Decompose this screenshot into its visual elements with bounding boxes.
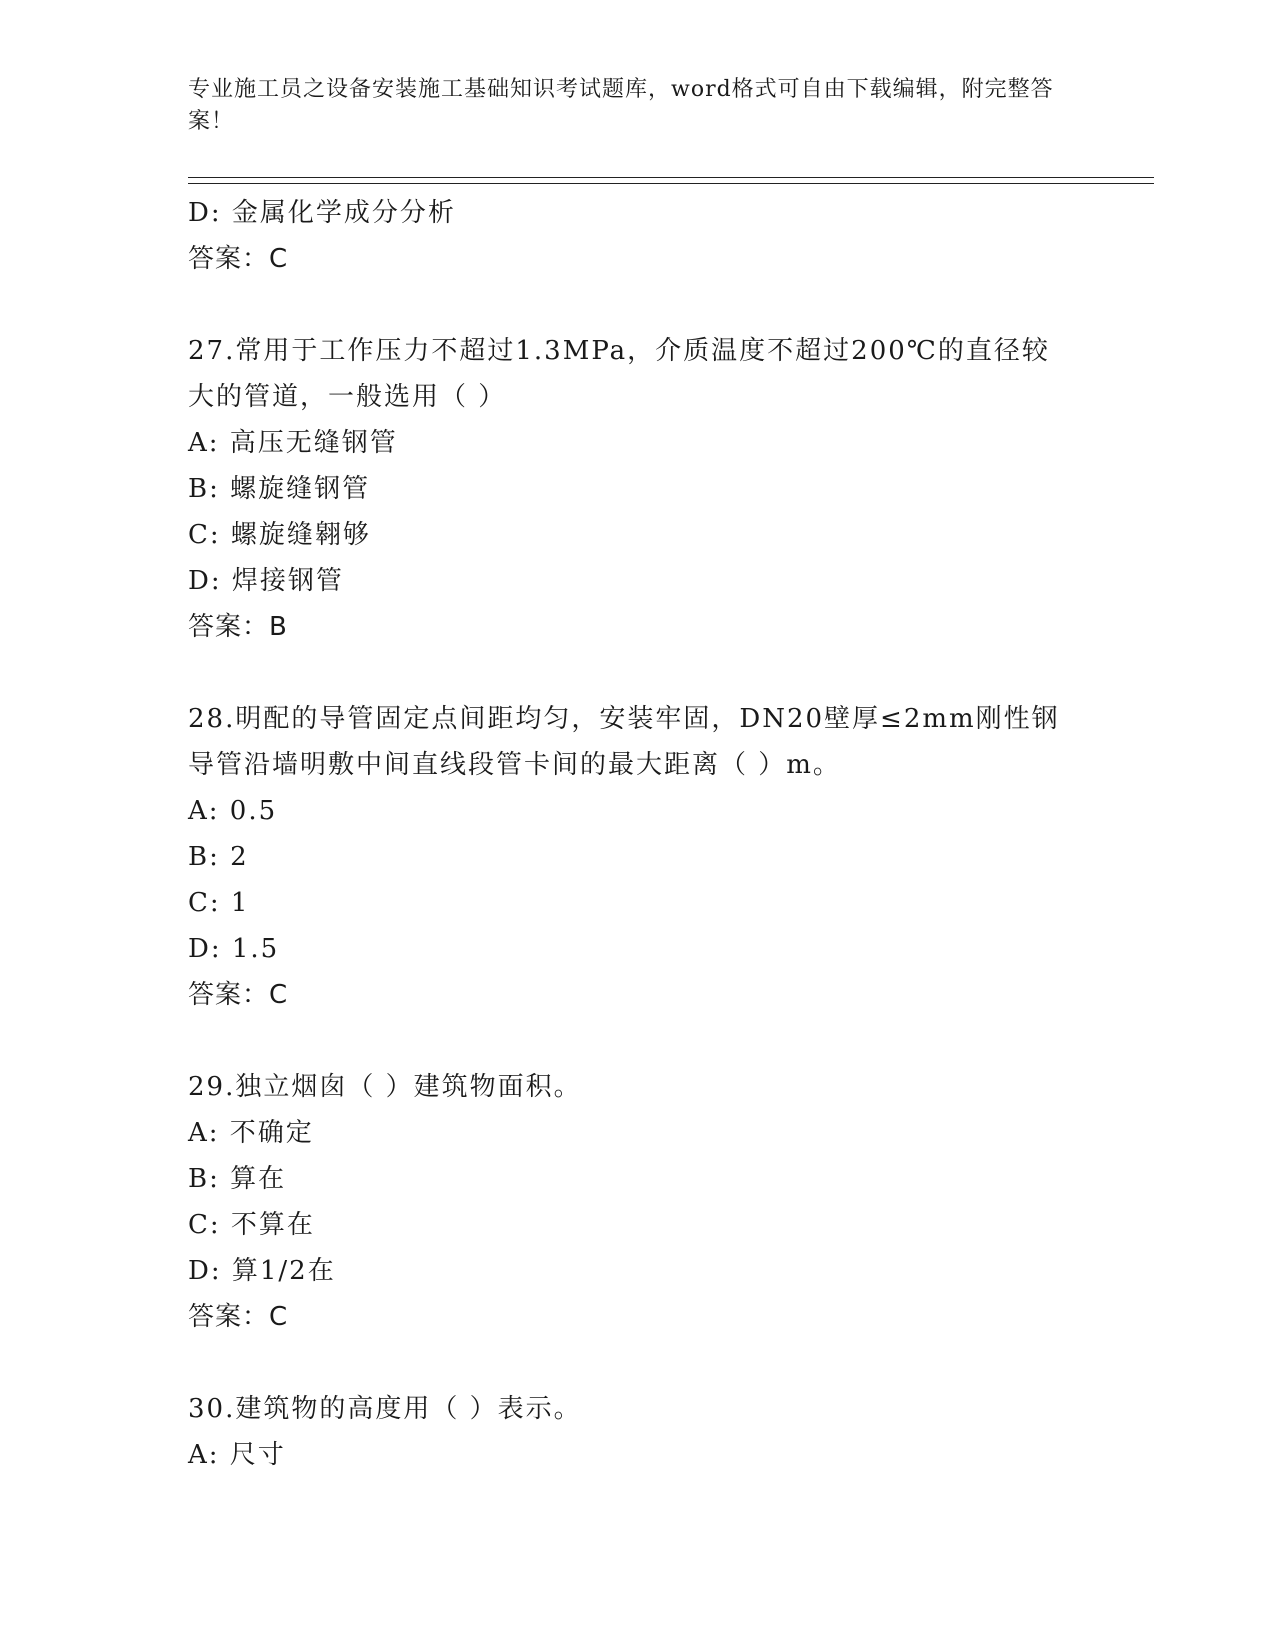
question-stem: 29.独立烟囱（ ）建筑物面积。 <box>188 1072 582 1102</box>
option-a: A: 高压无缝钢管 <box>188 428 398 458</box>
question-list <box>188 190 1088 1524</box>
option-b: B: 螺旋缝钢管 <box>188 474 371 504</box>
question-28 <box>188 696 1088 1018</box>
question-stem: 30.建筑物的高度用（ ）表示。 <box>188 1394 582 1424</box>
option-d: D: 1.5 <box>188 934 280 964</box>
answer-line: 答案：B <box>188 612 288 642</box>
option-d: D: 焊接钢管 <box>188 566 344 596</box>
option-b: B: 算在 <box>188 1164 287 1194</box>
question-26-tail <box>188 190 1088 282</box>
option-a: A: 尺寸 <box>188 1440 286 1470</box>
option-a: A: 不确定 <box>188 1118 314 1148</box>
question-stem: 27.常用于工作压力不超过1.3MPa，介质温度不超过200℃的直径较大的管道，一般选用（ ） <box>188 336 1050 412</box>
question-stem: 28.明配的导管固定点间距均匀，安装牢固，DN20壁厚≤2mm刚性钢导管沿墙明敷中间直线段管卡间的最大距离（ ）m。 <box>188 704 1060 780</box>
option-c: C: 不算在 <box>188 1210 315 1240</box>
answer-line: 答案：C <box>188 1302 289 1332</box>
option-a: A: 0.5 <box>188 796 278 826</box>
document-header: 专业施工员之设备安装施工基础知识考试题库，word格式可自由下载编辑，附完整答案！ <box>188 77 1054 134</box>
header-divider-top <box>188 177 1154 178</box>
header-divider-bottom <box>188 183 1154 184</box>
option-c: C: 螺旋缝翱够 <box>188 520 371 550</box>
answer-line: 答案：C <box>188 244 289 274</box>
question-29 <box>188 1064 1088 1340</box>
option-d: D: 金属化学成分分析 <box>188 198 456 228</box>
option-d: D: 算1/2在 <box>188 1256 336 1286</box>
option-b: B: 2 <box>188 842 249 872</box>
question-27 <box>188 328 1088 650</box>
question-30 <box>188 1386 1088 1478</box>
option-c: C: 1 <box>188 888 250 918</box>
answer-line: 答案：C <box>188 980 289 1010</box>
